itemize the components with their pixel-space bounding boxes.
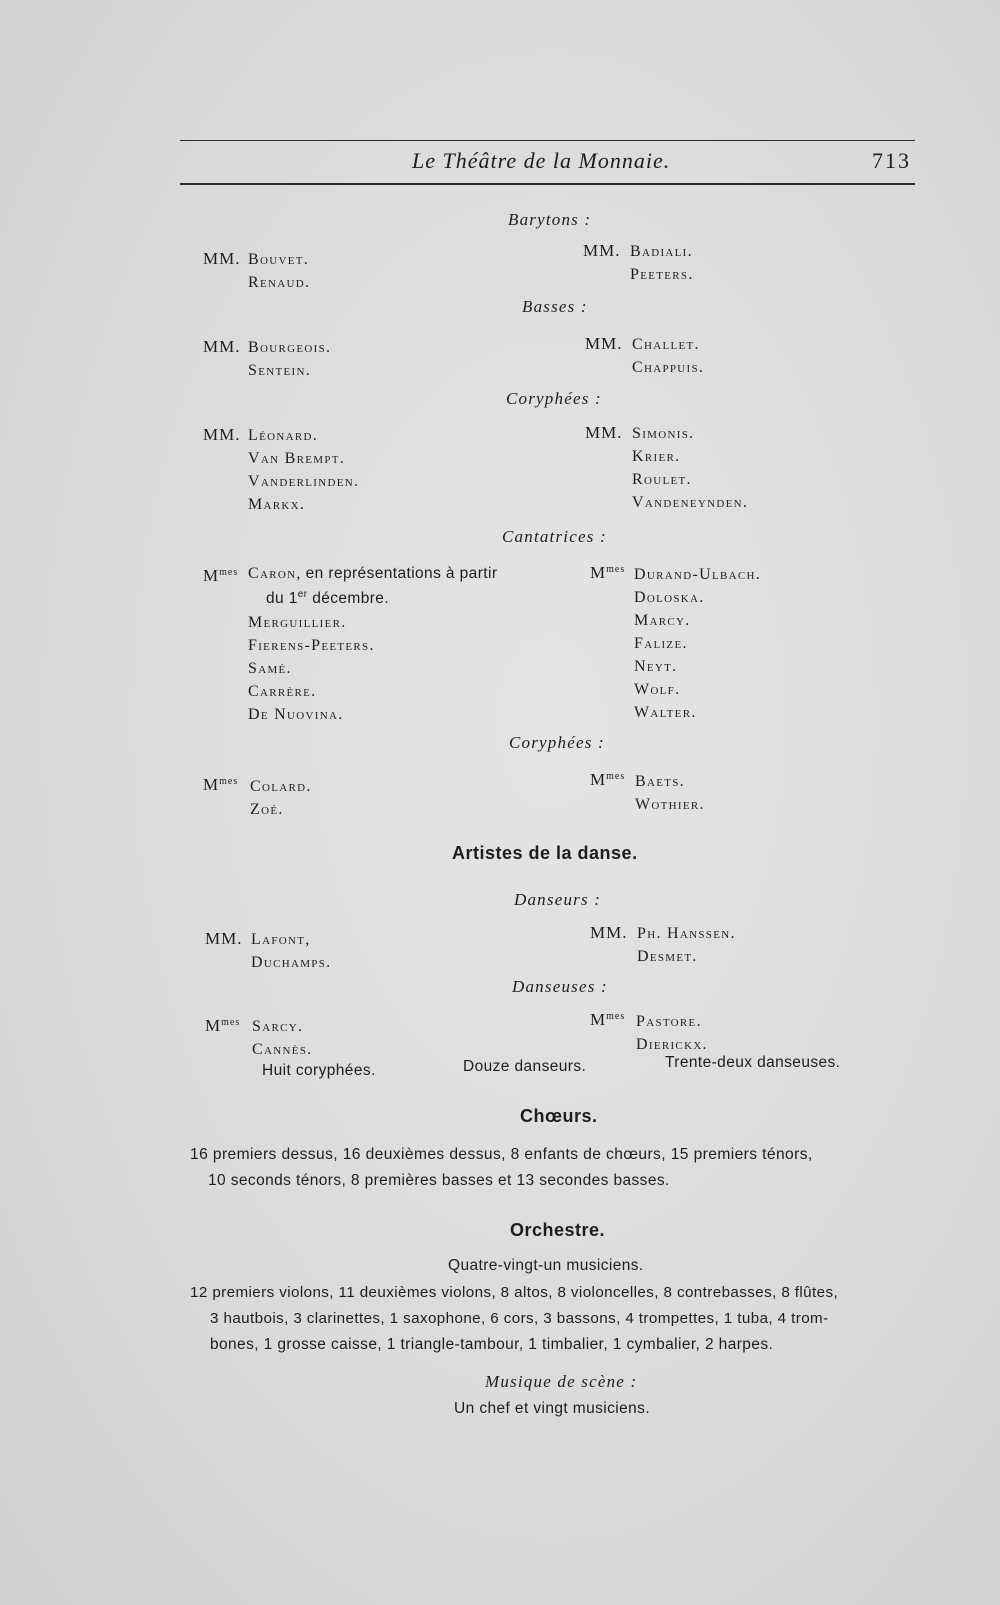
danseurs-right-prefix: MM. <box>590 923 628 942</box>
name-caron: Caron, <box>248 565 302 582</box>
musique-scene-text: Un chef et vingt musiciens. <box>454 1400 651 1417</box>
header-top-rule <box>180 140 915 141</box>
mmes-sup: mes <box>219 776 239 787</box>
choeurs-heading: Chœurs. <box>520 1106 598 1126</box>
barytons-group2 <box>248 336 331 382</box>
orchestre-subtitle: Quatre-vingt-un musiciens. <box>448 1257 644 1274</box>
caron-date-pre: du 1 <box>266 590 298 607</box>
name-ph-hanssen: Ph. Hanssen. <box>637 925 736 942</box>
danseurs-right <box>637 922 736 968</box>
huit-coryphees: Huit coryphées. <box>262 1062 376 1079</box>
name-durand-ulbach: Durand-Ulbach. <box>634 566 762 583</box>
danse-heading: Artistes de la danse. <box>452 843 638 863</box>
name-zoe: Zoé. <box>250 801 284 818</box>
cantatrices-right-prefix: $M^{mes}$ <box>590 563 626 582</box>
orchestre-line3: bones, 1 grosse caisse, 1 triangle-tambour, 1 timbalier, 1 cymbalier, 2 harpes. <box>210 1336 774 1353</box>
name-merguillier: Merguillier. <box>248 614 347 631</box>
mmes-sup: mes <box>221 1017 241 1028</box>
name-van-brempt: Van Brempt. <box>248 450 346 467</box>
danseuses-left <box>252 1015 312 1061</box>
barytons-group3-prefix: MM. <box>203 425 241 444</box>
choeurs-line1: 16 premiers dessus, 16 deuxièmes dessus, 8 enfants de chœurs, 15 premiers ténors, <box>190 1146 813 1163</box>
danseurs-left-prefix: MM. <box>205 929 243 948</box>
name-krier: Krier. <box>632 448 681 465</box>
name-vandeneynden: Vandeneynden. <box>632 494 749 511</box>
caron-date-post: décembre. <box>312 590 390 607</box>
name-simonis: Simonis. <box>632 425 695 442</box>
name-lafont: Lafont, <box>251 931 311 948</box>
barytons-group2-prefix: MM. <box>203 337 241 356</box>
name-desmet: Desmet. <box>637 948 698 965</box>
name-duchamps: Duchamps. <box>251 954 332 971</box>
trente-deux-danseuses: Trente-deux danseuses. <box>665 1054 841 1071</box>
barytons-right-prefix: MM. <box>583 241 621 260</box>
barytons-group3 <box>248 424 359 516</box>
cantatrices-left <box>248 611 375 726</box>
basses-heading: Basses : <box>522 297 588 316</box>
cantatrices-left-prefix: $M^{mes}$ <box>203 566 239 585</box>
danseuses-right-prefix: $M^{mes}$ <box>590 1010 626 1029</box>
barytons-right <box>630 240 694 286</box>
name-wothier: Wothier. <box>635 796 705 813</box>
name-badiali: Badiali. <box>630 243 693 260</box>
name-wolf: Wolf. <box>634 681 681 698</box>
running-title: Le Théâtre de la Monnaie. <box>412 148 671 173</box>
name-bourgeois: Bourgeois. <box>248 339 332 356</box>
coryphees-f-left-prefix: $M^{mes}$ <box>203 775 239 794</box>
danseuses-heading: Danseuses : <box>512 977 608 996</box>
coryphees-f-right <box>635 770 705 816</box>
name-falize: Falize. <box>634 635 688 652</box>
name-de-nuovina: De Nuovina. <box>248 706 344 723</box>
name-sarcy: Sarcy. <box>252 1018 304 1035</box>
name-vanderlinden: Vanderlinden. <box>248 473 360 490</box>
orchestre-line2: 3 hautbois, 3 clarinettes, 1 saxophone, 6 cors, 3 bassons, 4 trompettes, 1 tuba, 4 trom- <box>210 1310 829 1327</box>
header-bottom-rule <box>180 183 915 185</box>
caron-note: en représentations à partir <box>305 565 498 582</box>
cantatrices-right <box>634 563 761 724</box>
name-marcy: Marcy. <box>634 612 691 629</box>
name-sentein: Sentein. <box>248 362 312 379</box>
page-number: 713 <box>872 148 911 173</box>
barytons-heading: Barytons : <box>508 210 592 229</box>
cantatrices-first-line <box>248 565 497 583</box>
cantatrices-heading: Cantatrices : <box>502 527 607 546</box>
mmes-sup: mes <box>219 567 239 578</box>
danseuses-left-prefix: $M^{mes}$ <box>205 1016 241 1035</box>
barytons-group1-prefix: MM. <box>203 249 241 268</box>
barytons-group1 <box>248 248 310 294</box>
douze-danseurs: Douze danseurs. <box>463 1058 587 1075</box>
name-roulet: Roulet. <box>632 471 692 488</box>
mmes-sup: mes <box>606 564 626 575</box>
mmes-sup: mes <box>606 1011 626 1022</box>
orchestre-line1: 12 premiers violons, 11 deuxièmes violons, 8 altos, 8 violoncelles, 8 contrebasses, 8 flûtes, <box>190 1284 839 1301</box>
choeurs-line2: 10 seconds ténors, 8 premières basses et 13 secondes basses. <box>208 1172 670 1189</box>
name-leonard: Léonard. <box>248 427 319 444</box>
coryphees-f-heading: Coryphées : <box>509 733 605 752</box>
name-challet: Challet. <box>632 336 700 353</box>
name-neyt: Neyt. <box>634 658 678 675</box>
musique-scene-heading: Musique de scène : <box>485 1372 638 1391</box>
name-carrere: Carrère. <box>248 683 317 700</box>
orchestre-heading: Orchestre. <box>510 1220 606 1240</box>
coryphees-heading: Coryphées : <box>506 389 602 408</box>
name-fierens-peeters: Fierens-Peeters. <box>248 637 375 654</box>
danseurs-heading: Danseurs : <box>514 890 602 909</box>
caron-note-line2 <box>266 589 389 608</box>
name-renaud: Renaud. <box>248 274 311 291</box>
name-same: Samé. <box>248 660 292 677</box>
basses-prefix: MM. <box>585 334 623 353</box>
name-dierickx: Dierickx. <box>636 1036 708 1053</box>
name-colard: Colard. <box>250 778 312 795</box>
danseurs-left <box>251 928 331 974</box>
name-markx: Markx. <box>248 496 306 513</box>
name-walter: Walter. <box>634 704 697 721</box>
name-baets: Baets. <box>635 773 685 790</box>
name-cannes: Cannès. <box>252 1041 313 1058</box>
coryphees-f-right-prefix: $M^{mes}$ <box>590 770 626 789</box>
name-chappuis: Chappuis. <box>632 359 705 376</box>
name-peeters: Peeters. <box>630 266 694 283</box>
caron-date-sup: er <box>297 589 308 600</box>
name-pastore: Pastore. <box>636 1013 702 1030</box>
name-doloska: Doloska. <box>634 589 705 606</box>
name-bouvet: Bouvet. <box>248 251 310 268</box>
danseuses-right <box>636 1010 708 1056</box>
coryphees-names <box>632 422 748 514</box>
basses-names <box>632 333 704 379</box>
coryphees-prefix: MM. <box>585 423 623 442</box>
mmes-sup: mes <box>606 771 626 782</box>
coryphees-f-left <box>250 775 312 821</box>
